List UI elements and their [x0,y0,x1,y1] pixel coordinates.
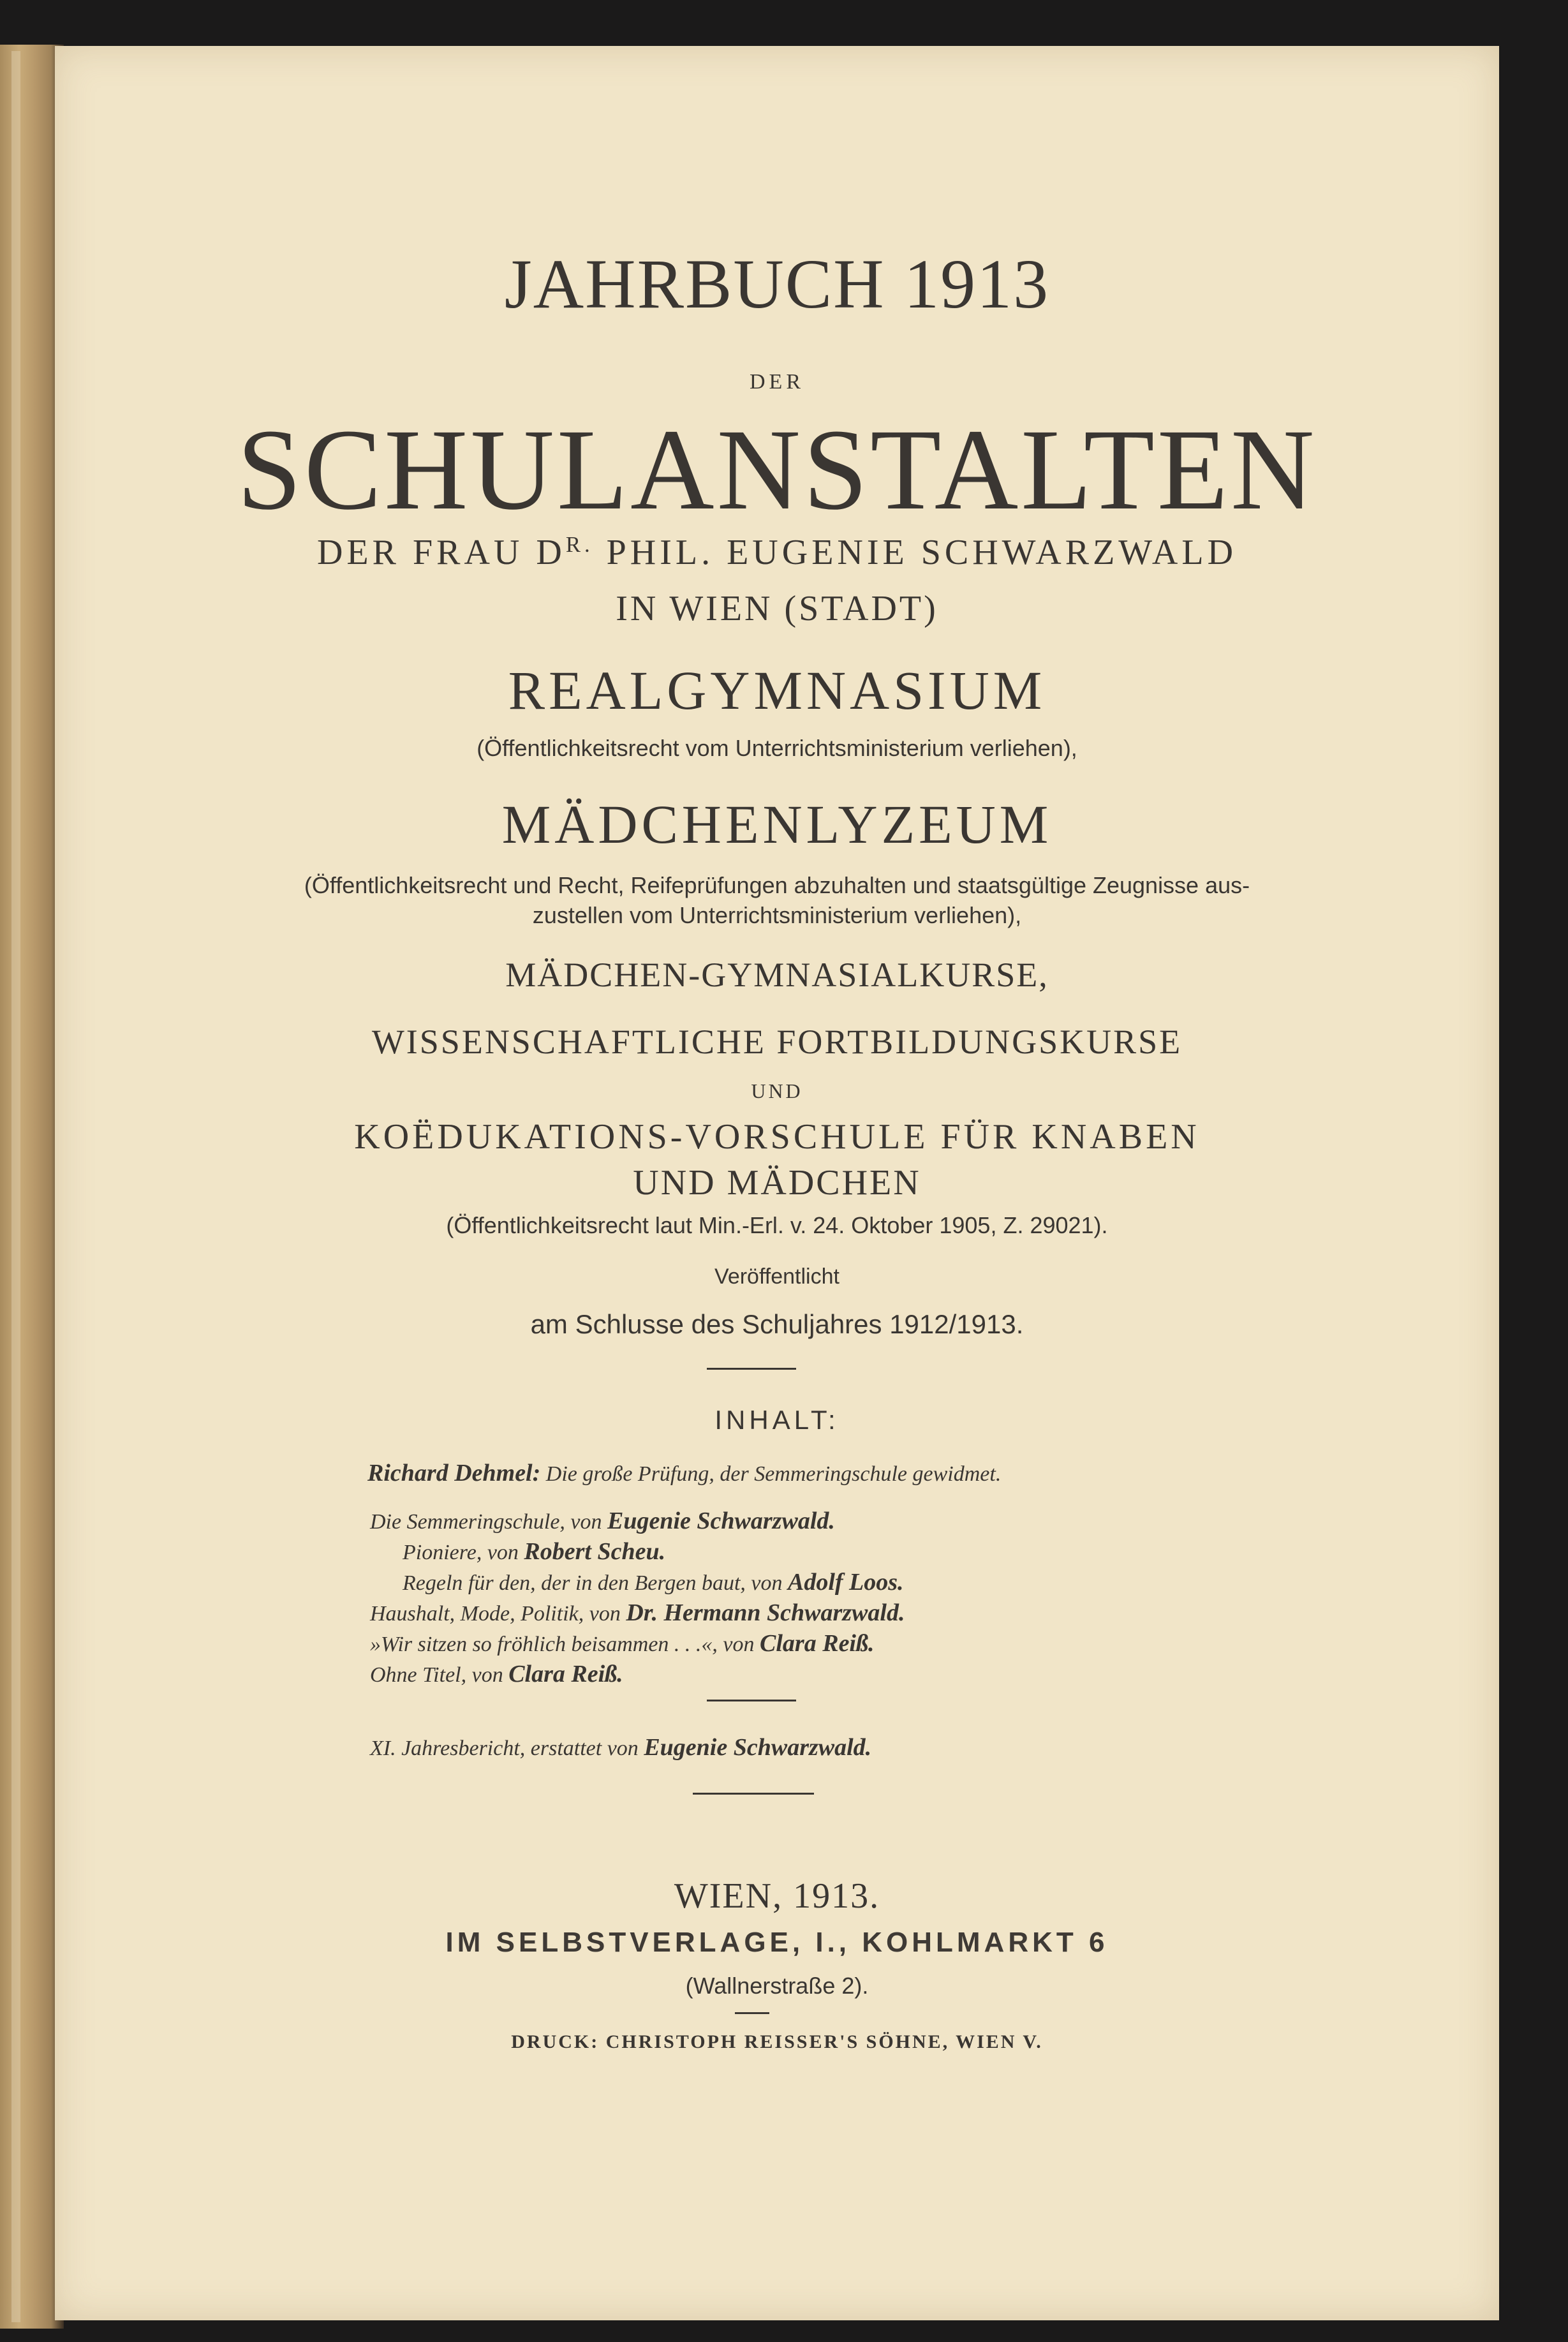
divider-rule [693,1793,814,1795]
toc-title: Die Semmeringschule, von [370,1510,608,1534]
toc-author: Richard Dehmel: [367,1460,541,1486]
toc-title: Ohne Titel, von [370,1663,509,1687]
lyzeum-note-2: zustellen vom Unterrichtsministerium verliehen), [532,902,1022,928]
toc-item [370,1507,835,1535]
toc-title: XI. Jahresbericht, erstattet von [370,1737,644,1760]
toc-item [370,1660,623,1688]
conjunction-und: UND [751,1079,803,1102]
imprint-street: (Wallnerstraße 2). [685,1973,869,1999]
toc-title: Pioniere, von [403,1541,524,1564]
fortbildung-heading: WISSENSCHAFTLICHE FORTBILDUNGSKURSE [371,1023,1183,1061]
toc-author: Eugenie Schwarzwald. [644,1734,872,1761]
owner-prefix: DER FRAU D [316,533,566,573]
toc-author: Eugenie Schwarzwald. [607,1508,835,1534]
toc-author: Adolf Loos. [787,1569,904,1596]
title-article: DER [750,370,804,394]
gymnasialkurse-heading: MÄDCHEN-GYMNASIALKURSE, [505,956,1049,994]
school-year-line: am Schlusse des Schuljahres 1912/1913. [530,1309,1024,1339]
realgymnasium-note: (Öffentlichkeitsrecht vom Unterrichtsministerium verliehen), [477,735,1077,761]
contents-heading: INHALT: [714,1405,839,1435]
book-spine [0,45,64,2329]
spine-edge [11,51,20,2322]
koedukation-heading-2: UND MÄDCHEN [633,1163,921,1203]
owner-dr-sup: R. [565,532,594,557]
divider-rule [735,2012,769,2014]
owner-line [55,532,1499,573]
yearbook-title: JAHRBUCH 1913 [504,245,1050,323]
main-title: SCHULANSTALTEN [237,406,1317,534]
toc-item [370,1599,905,1627]
toc-report [370,1733,871,1761]
printer-line: DRUCK: CHRISTOPH REISSER'S SÖHNE, WIEN V. [511,2031,1043,2052]
lyzeum-heading: MÄDCHENLYZEUM [501,794,1053,855]
toc-author: Clara Reiß. [508,1661,623,1687]
toc-author: Clara Reiß. [760,1630,875,1657]
divider-rule [707,1700,796,1701]
toc-title: Haushalt, Mode, Politik, von [370,1602,626,1626]
owner-name: PHIL. EUGENIE SCHWARZWALD [593,533,1238,573]
imprint-publisher: IM SELBSTVERLAGE, I., KOHLMARKT 6 [445,1927,1109,1958]
toc-item [367,1459,1001,1487]
toc-title: »Wir sitzen so fröhlich beisammen . . .«, von [370,1633,760,1656]
koedukation-note: (Öffentlichkeitsrecht laut Min.-Erl. v. 24. Oktober 1905, Z. 29021). [446,1212,1108,1238]
toc-item [403,1568,904,1596]
toc-author: Dr. Hermann Schwarzwald. [626,1599,905,1626]
published-label: Veröffentlicht [714,1264,839,1289]
imprint-city: WIEN, 1913. [674,1876,880,1916]
koedukation-heading-1: KOËDUKATIONS-VORSCHULE FÜR KNABEN [354,1117,1200,1157]
toc-title: Die große Prüfung, der Semmeringschule gewidmet. [540,1462,1002,1486]
divider-rule [707,1368,796,1370]
realgymnasium-heading: REALGYMNASIUM [508,660,1046,721]
title-page [55,46,1499,2320]
place-line: IN WIEN (STADT) [616,589,938,628]
lyzeum-note-1: (Öffentlichkeitsrecht und Recht, Reifeprüfungen abzuhalten und staatsgültige Zeugnisse aus- [304,872,1250,898]
toc-item [403,1538,665,1566]
toc-title: Regeln für den, der in den Bergen baut, von [403,1571,788,1595]
toc-author: Robert Scheu. [524,1538,666,1565]
toc-item [370,1629,875,1657]
